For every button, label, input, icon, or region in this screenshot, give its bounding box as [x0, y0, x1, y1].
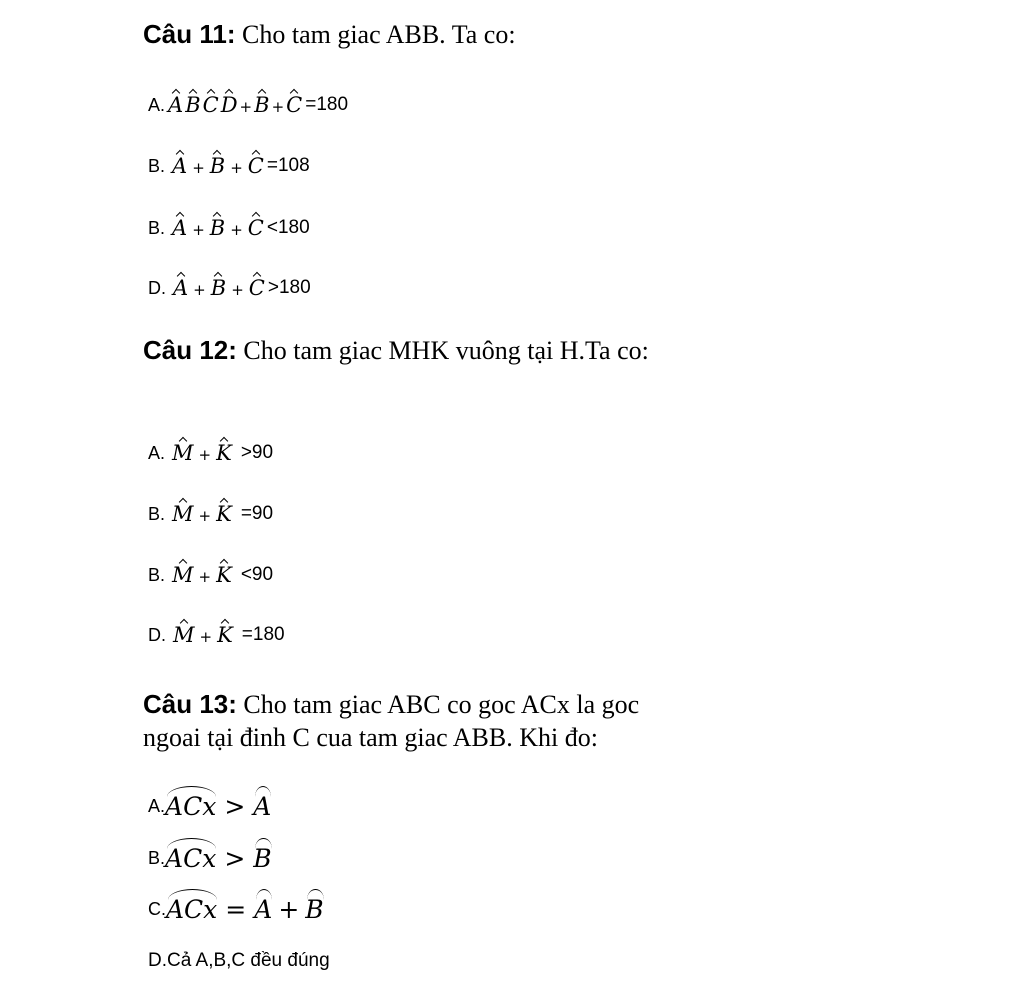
relation-sign: =	[225, 894, 247, 924]
relation-value: <90	[240, 564, 274, 585]
q13-option-c	[148, 889, 324, 929]
q12-option-d	[148, 615, 285, 655]
plus-sign: +	[199, 628, 213, 646]
question-12-number: Câu 12:	[143, 335, 237, 365]
angle-b: B	[185, 93, 201, 117]
option-d-text: D.Cả A,B,C đều đúng	[148, 950, 330, 971]
angle-m: M	[172, 563, 194, 587]
option-label: A.	[148, 94, 166, 115]
q11-option-b	[148, 146, 310, 186]
angle-a: A	[168, 93, 184, 117]
relation-value: <180	[266, 217, 310, 238]
q13-option-d	[148, 941, 330, 981]
angle-b: B	[253, 843, 272, 873]
angle-m: M	[173, 623, 195, 647]
option-label: B.	[148, 155, 166, 176]
angle-a: A	[254, 894, 273, 924]
question-13-heading	[143, 688, 703, 754]
question-11-number: Câu 11:	[143, 19, 236, 49]
question-12-heading	[143, 334, 663, 367]
angle-acx: ACx	[166, 894, 218, 924]
q11-option-a	[148, 85, 348, 125]
question-12-text: Cho tam giac MHK vuông tại H.Ta co:	[236, 336, 649, 365]
angle-a: A	[173, 276, 189, 300]
angle-c: C	[248, 276, 265, 300]
angle-b: B	[305, 894, 324, 924]
q12-option-a	[148, 433, 273, 473]
angle-acx: ACx	[165, 843, 217, 873]
option-label: D.	[148, 277, 166, 298]
angle-k: K	[216, 441, 232, 465]
plus-sign: +	[239, 98, 253, 116]
plus-sign: +	[271, 98, 285, 116]
plus-sign: +	[231, 281, 244, 299]
angle-acx: ACx	[165, 791, 217, 821]
relation-value: >90	[240, 442, 274, 463]
question-13-number: Câu 13:	[143, 689, 237, 719]
q13-option-a	[148, 786, 271, 826]
question-11-heading	[143, 18, 703, 51]
angle-a: A	[172, 154, 188, 178]
option-label: B.	[148, 847, 166, 868]
q11-option-c	[148, 208, 310, 248]
plus-sign: +	[230, 159, 243, 177]
option-label: B.	[148, 564, 166, 585]
option-label: C.	[148, 898, 166, 919]
option-label: D.	[148, 624, 166, 645]
relation-value: =108	[266, 155, 310, 176]
plus-sign: +	[192, 221, 205, 239]
plus-sign: +	[198, 568, 212, 586]
angle-k: K	[217, 623, 233, 647]
angle-k: K	[216, 563, 232, 587]
question-13-text: Cho tam giac ABC co goc ACx la goc ngoai tại đinh C cua tam giac ABB. Khi đo:	[143, 690, 640, 752]
q11-option-d	[148, 268, 311, 308]
option-label: A.	[148, 795, 166, 816]
relation-value: =180	[241, 624, 285, 645]
q12-option-b	[148, 494, 273, 534]
option-label: B.	[148, 503, 166, 524]
relation-sign: >	[224, 843, 246, 873]
relation-value: =180	[305, 94, 349, 115]
relation-value: >180	[267, 277, 311, 298]
angle-d: D	[220, 93, 238, 117]
q12-option-c	[148, 555, 273, 595]
plus-sign: +	[198, 507, 212, 525]
angle-b: B	[210, 276, 227, 300]
option-label: A.	[148, 442, 166, 463]
plus-sign: +	[230, 221, 243, 239]
angle-b: B	[254, 93, 270, 117]
option-label: B.	[148, 217, 166, 238]
plus-sign: +	[193, 281, 206, 299]
angle-b: B	[209, 154, 226, 178]
q13-option-b	[148, 838, 272, 878]
plus-sign: +	[198, 446, 212, 464]
angle-c: C	[286, 93, 303, 117]
angle-a: A	[253, 791, 272, 821]
angle-m: M	[172, 502, 194, 526]
angle-a: A	[172, 216, 188, 240]
plus-sign: +	[278, 894, 300, 924]
plus-sign: +	[192, 159, 205, 177]
relation-value: =90	[240, 503, 274, 524]
relation-sign: >	[224, 791, 246, 821]
angle-c: C	[202, 93, 219, 117]
angle-m: M	[172, 441, 194, 465]
angle-c: C	[247, 216, 264, 240]
question-11-text: Cho tam giac ABB. Ta co:	[235, 20, 516, 49]
angle-c: C	[247, 154, 264, 178]
angle-k: K	[216, 502, 232, 526]
angle-b: B	[209, 216, 226, 240]
